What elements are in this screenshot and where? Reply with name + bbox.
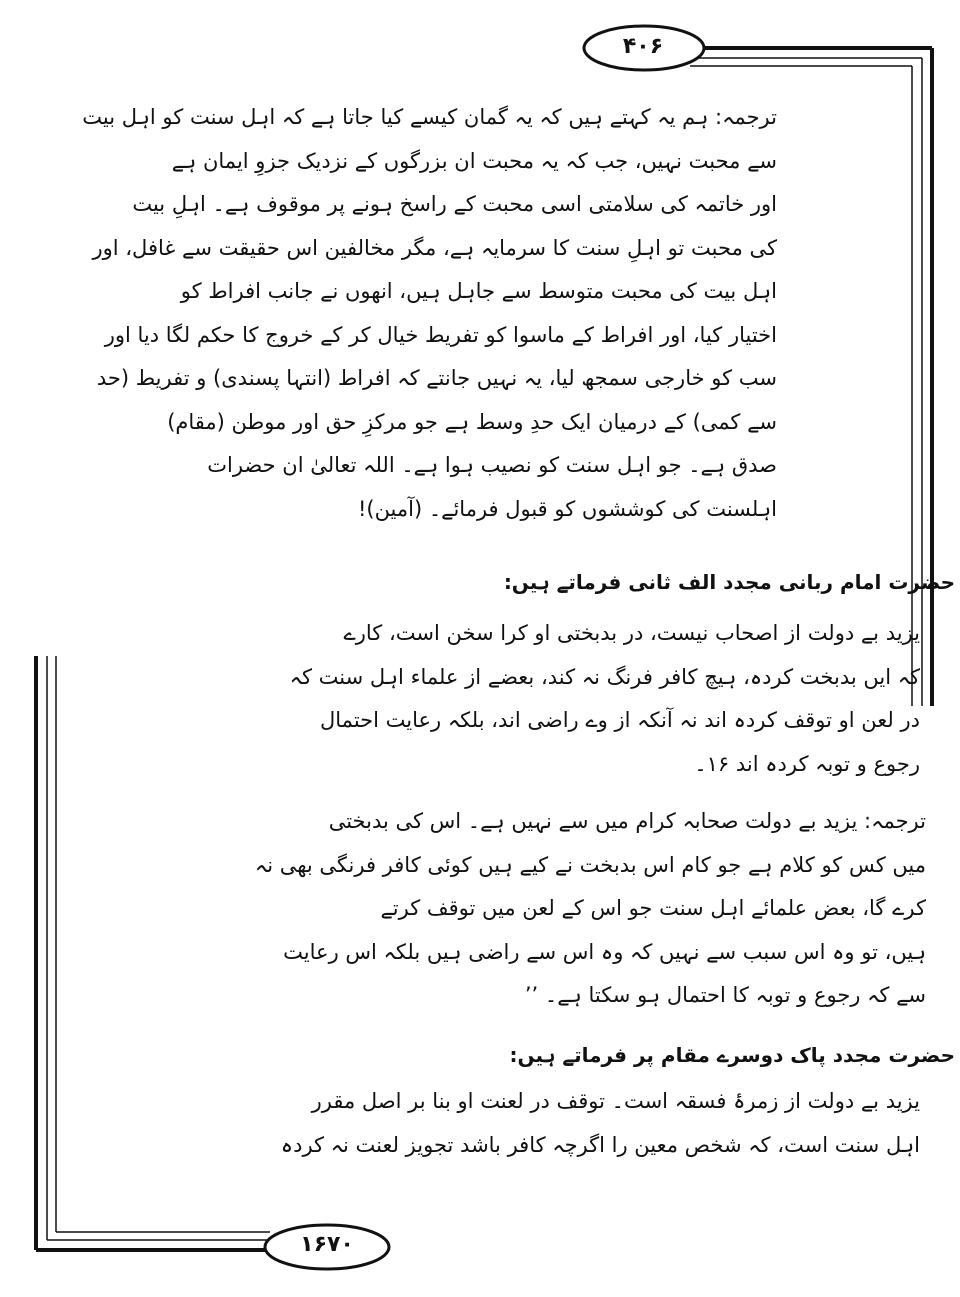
text-line: اختیار کیا، اور افراط کے ماسوا کو تفریط خیال کر کے خروج کا حکم لگا دیا اور — [104, 322, 777, 347]
text-line: در لعن او توقف کردہ اند نہ آنکہ از وے راضی اند، بلکہ رعایت احتمال — [320, 708, 920, 732]
text-line: صدق ہے۔ جو اہل سنت کو نصیب ہوا ہے۔ اللہ تعالیٰ ان حضرات — [207, 453, 777, 477]
top-page-number: ۴۰۶ — [622, 34, 664, 59]
heading-mujaddid-quote: حضرت امام ربانی مجدد الف ثانی فرماتے ہیں: — [503, 570, 955, 594]
translation-paragraph-1 — [82, 96, 777, 531]
text-line: میں کس کو کلام ہے جو کام اس بدبخت نے کیے ہیں کوئی کافر فرنگی بھی نہ — [254, 852, 926, 877]
text-line: ہیں، تو وہ اس سبب سے نہیں کہ وہ اس سے راضی ہیں بلکہ اس رعایت — [283, 939, 926, 964]
text-line: یزید بے دولت از اصحاب نیست، در بدبختی او کرا سخن است، کارے — [343, 621, 920, 645]
text-line: اور خاتمہ کی سلامتی اسی محبت کے راسخ ہونے پر موقوف ہے۔ اہلِ بیت — [132, 192, 777, 216]
text-line: کہ ایں بدبخت کردہ، ہیچ کافر فرنگ نہ کند، بعضے از علماء اہل سنت کہ — [289, 664, 920, 689]
text-line: ترجمہ: ہم یہ کہتے ہیں کہ یہ گمان کیسے کیا جاتا ہے کہ اہل سنت کو اہل بیت — [82, 105, 777, 129]
text-line: سے کہ رجوع و توبہ کا احتمال ہو سکتا ہے۔ ’’ — [524, 983, 926, 1007]
translation-paragraph-2 — [126, 800, 926, 1018]
text-line: ترجمہ: یزید بے دولت صحابہ کرام میں سے نہیں ہے۔ اس کی بدبختی — [328, 809, 926, 833]
text-line: کرے گا، بعض علمائے اہل سنت جو اس کے لعن میں توقف کرتے — [380, 896, 926, 920]
text-line: اہل سنت است، کہ شخص معین را اگرچہ کافر باشد تجویز لعنت نہ کردہ — [280, 1132, 920, 1157]
text-line: کی محبت تو اہلِ سنت کا سرمایہ ہے، مگر مخالفین اس حقیقت سے غافل، اور — [92, 235, 777, 260]
text-line: اہل بیت کی محبت متوسط سے جاہل ہیں، انھوں نے جانب افراط کو — [180, 279, 777, 303]
text-line: رجوع و توبہ کردہ اند ۱۶۔ — [694, 751, 920, 776]
text-line: یزید بے دولت از زمرۂ فسقہ است۔ توقف در لعنت او بنا بر اصل مقرر — [311, 1089, 920, 1113]
text-line: سب کو خارجی سمجھ لیا، یہ نہیں جانتے کہ افراط (انتہا پسندی) و تفریط (حد — [96, 366, 777, 390]
persian-quote-1 — [130, 612, 920, 786]
text-line: سے محبت نہیں، جب کہ یہ محبت ان بزرگوں کے نزدیک جزوِ ایمان ہے — [171, 148, 777, 173]
text-line: سے کمی) کے درمیان ایک حدِ وسط ہے جو مرکزِ حق اور موطن (مقام) — [167, 409, 777, 434]
text-line: اہلسنت کی کوششوں کو قبول فرمائے۔ (آمین)! — [357, 496, 777, 521]
persian-quote-2 — [130, 1080, 920, 1167]
heading-second-quote: حضرت مجدد پاک دوسرے مقام پر فرماتے ہیں: — [509, 1043, 955, 1067]
bottom-page-number: ۱۶۷۰ — [300, 1232, 354, 1257]
